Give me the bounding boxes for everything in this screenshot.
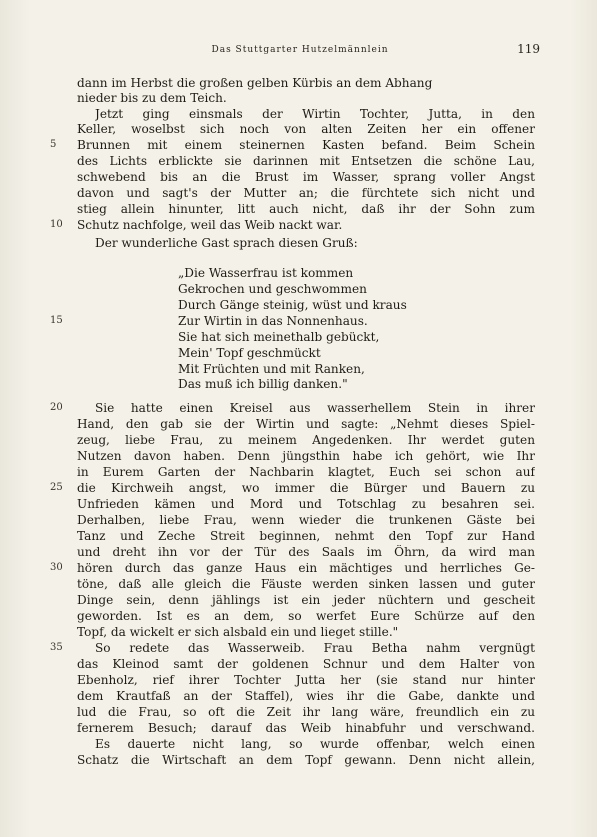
text-line: Tanz und Zeche Streit beginnen, nehmt den Topf zur Hand — [77, 529, 535, 543]
text-line: des Lichts erblickte sie darinnen mit Entsetzen die schöne Lau, — [77, 154, 535, 168]
line-number: 25 — [50, 482, 63, 493]
text-line: dem Krautfaß an der Staffel), wies ihr die Gabe, dankte und — [77, 689, 535, 703]
verse-line: Zur Wirtin in das Nonnenhaus. — [178, 314, 368, 328]
text-line: nieder bis zu dem Teich. — [77, 91, 227, 105]
text-line: Der wunderliche Gast sprach diesen Gruß: — [95, 236, 358, 250]
text-line: in Eurem Garten der Nachbarin klagtet, Euch sei schon auf — [77, 465, 535, 479]
line-number: 20 — [50, 402, 63, 413]
running-title: Das Stuttgarter Hutzelmännlein — [211, 45, 389, 55]
text-line: zeug, liebe Frau, zu meinem Angedenken. Ihr werdet guten — [77, 433, 535, 447]
line-number: 5 — [50, 139, 57, 150]
text-line: Jetzt ging einsmals der Wirtin Tochter, Jutta, in den — [95, 107, 535, 121]
text-line: geworden. Ist es an dem, so werfet Eure Schürze auf den — [77, 609, 535, 623]
verse-line: Mit Früchten und mit Ranken, — [178, 362, 365, 376]
text-line: stieg allein hinunter, litt auch nicht, daß ihr der Sohn zum — [77, 202, 535, 216]
text-line: Schatz die Wirtschaft an dem Topf gewann. Denn nicht allein, — [77, 753, 535, 767]
verse-line: Gekrochen und geschwommen — [178, 282, 367, 296]
verse-line: Mein' Topf geschmückt — [178, 346, 321, 360]
text-line: Brunnen mit einem steinernen Kasten befand. Beim Schein — [77, 138, 535, 152]
text-line: Es dauerte nicht lang, so wurde offenbar, welch einen — [95, 737, 535, 751]
text-line: fernerem Besuch; darauf das Weib hinabfuhr und verschwand. — [77, 721, 535, 735]
verse-line: Das muß ich billig danken." — [178, 377, 348, 391]
text-line: dann im Herbst die großen gelben Kürbis an dem Abhang — [77, 76, 433, 90]
text-line: Unfrieden kämen und Mord und Totschlag zu besahren sei. — [77, 497, 535, 511]
text-line: die Kirchweih angst, wo immer die Bürger und Bauern zu — [77, 481, 535, 495]
text-line: Dinge sein, denn jählings ist ein jeder nüchtern und gescheit — [77, 593, 535, 607]
verse-line: Durch Gänge steinig, wüst und kraus — [178, 298, 407, 312]
page-number: 119 — [517, 42, 540, 56]
text-line: davon und sagt's der Mutter an; die fürchtete sich nicht und — [77, 186, 535, 200]
text-line: töne, daß alle gleich die Fäuste werden sinken lassen und guter — [77, 577, 535, 591]
text-line: Topf, da wickelt er sich alsbald ein und lieget stille." — [77, 625, 399, 639]
text-line: Keller, woselbst sich noch von alten Zeiten her ein offener — [77, 122, 535, 136]
text-line: Derhalben, liebe Frau, wenn wieder die trunkenen Gäste bei — [77, 513, 535, 527]
text-line: lud die Frau, so oft die Zeit ihr lang wäre, freundlich ein zu — [77, 705, 535, 719]
text-line: und dreht ihn vor der Tür des Saals im Öhrn, da wird man — [77, 545, 535, 559]
verse-line: Sie hat sich meinethalb gebückt, — [178, 330, 380, 344]
line-number: 30 — [50, 562, 63, 573]
text-line: das Kleinod samt der goldenen Schnur und dem Halter von — [77, 657, 535, 671]
verse-line: „Die Wasserfrau ist kommen — [178, 266, 354, 280]
text-line: Sie hatte einen Kreisel aus wasserhellem Stein in ihrer — [95, 401, 535, 415]
text-line: Ebenholz, rief ihrer Tochter Jutta her (sie stand nur hinter — [77, 673, 535, 687]
line-number: 35 — [50, 642, 63, 653]
text-line: Schutz nachfolge, weil das Weib nackt war. — [77, 218, 343, 232]
text-line: So redete das Wasserweib. Frau Betha nahm vergnügt — [95, 641, 535, 655]
page-header — [0, 42, 597, 58]
line-number: 10 — [50, 219, 63, 230]
text-line: schwebend bis an die Brust im Wasser, sprang voller Angst — [77, 170, 535, 184]
text-line: Hand, den gab sie der Wirtin und sagte: „Nehmt dieses Spiel- — [77, 417, 535, 431]
line-number: 15 — [50, 315, 63, 326]
text-line: hören durch das ganze Haus ein mächtiges und herrliches Ge- — [77, 561, 535, 575]
text-line: Nutzen davon haben. Denn jüngsthin habe ich gehört, wie Ihr — [77, 449, 535, 463]
